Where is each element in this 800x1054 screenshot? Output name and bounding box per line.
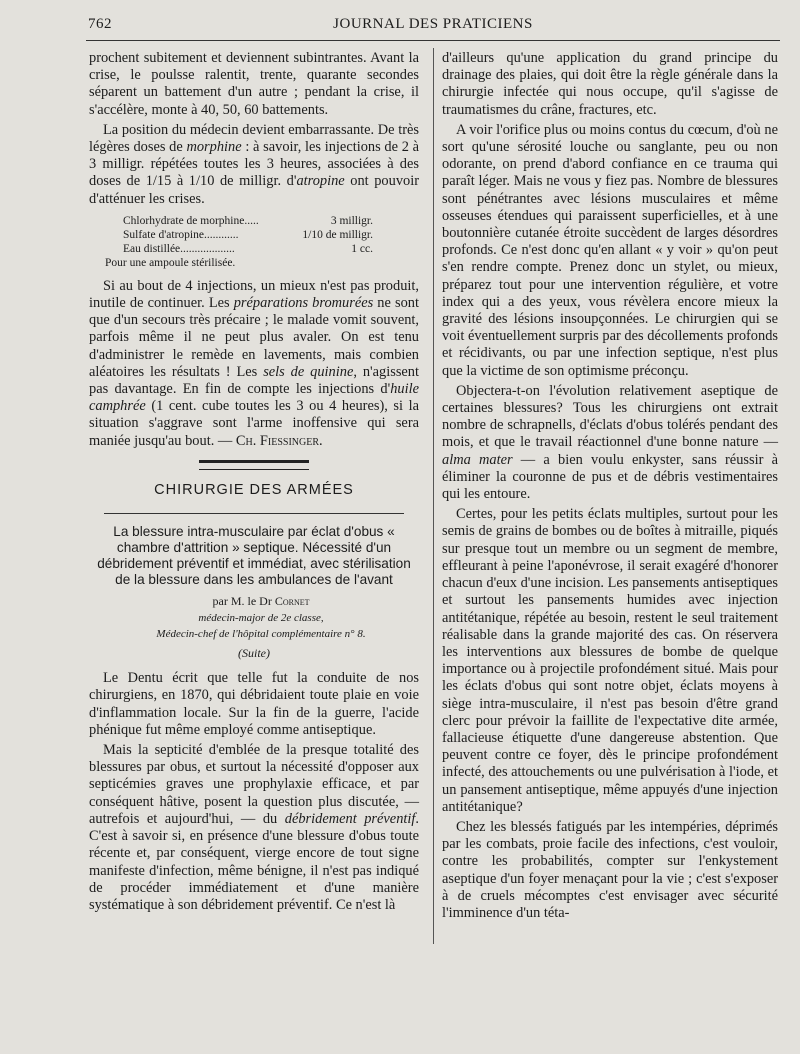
paragraph: A voir l'orifice plus ou moins contus du cœcum, d'où ne sort qu'une sérosité louche ou sanglante, peu ou non odorante, on prend d'abord confiance en ce trauma qui paraît léger. Mais ne vous y fiez pas. Nombre de blessures sont pénétrantes avec lésions musculaires et même osseuses étendues qui paraissent superficielles, et à une boutonnière cutanée étroite succèdent de larges désordres profonds. Ce n'est donc qu'en allant « y voir » qu'on peut s'en rendre compte. Prenez donc un stylet, ou mieux, préparez tout pour une intervention régulière, et votre index qui a des yeux, vous révèlera encore mieux la gravité des lésions insoupçonnées. Le chirurgien qui se voit éventuellement surpris par des décollements profonds et récidivants, ou par une infection septique, n'est plus que la victime de son optimisme préconçu. — [442, 121, 778, 379]
prescription-note: Pour une ampoule stérilisée. — [105, 256, 236, 269]
byline: par M. le Dr Cornet — [212, 594, 310, 609]
paragraph: Objectera-t-on l'évolution relativement aseptique de certaines blessures? Tous les chirurgiens ont extrait nombre de schrapnells, d'éclats d'obus tolérés pendant des mois, et que le travail réactionnel d'une bonne nature — alma mater — a bien voulu enkyster, sans réussir à éliminer la couronne de pus et de débris vestimentaires qui les entoure. — [442, 382, 778, 503]
article-title: La blessure intra-musculaire par éclat d'obus « chambre d'attrition » septique. Nécessité d'un débridement préventif et immédiat, avec stérilisation de la blessure dans les ambulances de l'avant — [97, 524, 411, 588]
prescription-row: Sulfate d'atropine............ 1/10 de milligr. — [123, 228, 373, 241]
author-signature: Ch. Fiessinger. — [235, 432, 323, 449]
page-number: 762 — [88, 16, 112, 32]
paragraph: La position du médecin devient embarrassante. De très légères doses de morphine : à savoir, les injections de 2 à 3 milligr. répétées toutes les 3 heures, associées à des doses de 1/15 à 1/10 de milligr. d'atropine ont pouvoir d'atténuer les crises. — [89, 121, 419, 207]
page-header — [88, 16, 778, 36]
journal-title: JOURNAL DES PRATICIENS — [333, 16, 533, 32]
paragraph: d'ailleurs qu'une application du grand principe du drainage des plaies, qui doit être la règle générale dans la chirurgie infectée qui nous occupe, qu'il s'agisse de traumatismes du crâne, fractures, etc. — [442, 50, 778, 118]
author-affiliation: Médecin-chef de l'hôpital complémentaire n° 8. — [156, 628, 366, 641]
prescription — [105, 214, 419, 270]
section-separator — [199, 460, 309, 470]
paragraph: Si au bout de 4 injections, un mieux n'est pas produit, inutile de continuer. Les préparations bromurées ne sont que d'un secours très précaire ; le malade vomit souvent, parfois même il ne peut plus avaler. On est tenu d'administrer le remède en lavements, mais combien aléatoires les résultats ! Les sels de quinine, n'agissent pas davantage. En fin de compte les injections d'huile camphrée (1 cent. cube toutes les 3 ou 4 heures), si la situation s'aggrave sont l'arme inoffensive qui sera maniée jusqu'au bout. — Ch. Fiessinger. — [89, 277, 419, 449]
paragraph: Chez les blessés fatigués par les intempéries, déprimés par les combats, proie facile des infections, c'est vouloir, contre les probabilités, compter sur l'enkystement aseptique d'un foyer menaçant pour la vie ; c'est s'exposer à de cruels mécomptes c'est envisager avec sécurité l'imminence d'un téta- — [442, 818, 778, 921]
prescription-row: Eau distillée................... 1 cc. — [123, 242, 373, 255]
paragraph: Mais la septicité d'emblée de la presque totalité des blessures par obus, et surtout la nécessité d'opposer aux septicémies graves une prophylaxie efficace, et par conséquent hâtive, posent la question plus discutée, — autrefois et aujourd'hui, — du débridement préventif. C'est à savoir si, en présence d'une blessure d'obus toute récente et, par conséquent, vierge encore de tout signe manifeste d'infection, même bénigne, il n'est pas indiqué de procéder immédiatement et d'une manière systématique à son débridement préventif. Ce n'est là — [89, 742, 419, 913]
paragraph: Le Dentu écrit que telle fut la conduite de nos chirurgiens, en 1870, qui débridaient toute plaie en voie d'inflammation locale. Sur la fin de la guerre, l'acide phénique fut même employé comme antiseptique. — [89, 670, 419, 738]
section-rule — [104, 513, 404, 514]
paragraph: Certes, pour les petits éclats multiples, surtout pour les semis de grains de bombes ou de boîtes à mitraille, piqués sur presque tout un membre ou un segment de membre, effleurant à peine l'aponévrose, il serait exagéré d'honorer chacun d'eux d'une incision. Les pansements antiseptiques et surtout les pansements humides avec injection antitétanique, répétée au besoin, restent le seul traitement réalisable dans la grande majorité des cas. On réservera les interventions aux blessures de bombe de quelque importance ou à projectile profondément situé. Mais pour les éclats d'obus qui sont notre objet, éclats moyens à siège intra-musculaire, il n'est pas besoin d'être grand clerc pour prévoir la faillite de l'expectative dite armée, fallacieuse étiquette d'une dangereuse abstention. Que peuvent contre ce foyer, dès le principe profondément infecté, des attouchements ou une pulvérisation à l'iode, et un pansement antiseptique, même appuyés d'une injection antitétanique? — [442, 506, 778, 815]
section-heading: CHIRURGIE DES ARMÉES — [154, 481, 354, 498]
paragraph: prochent subitement et deviennent subintrantes. Avant la crise, le poulsse ralentit, trente, quarante secondes séparent un battement d'un autre ; pendant la crise, il s'accélère, monte à 40, 50, 60 battements. — [89, 50, 419, 118]
right-column — [442, 50, 778, 925]
header-rule — [86, 40, 780, 41]
continued-label: (Suite) — [238, 646, 270, 661]
author-affiliation: médecin-major de 2e classe, — [198, 612, 324, 625]
column-divider — [433, 48, 434, 944]
prescription-row: Chlorhydrate de morphine..... 3 milligr. — [123, 214, 373, 227]
left-column — [89, 50, 419, 917]
